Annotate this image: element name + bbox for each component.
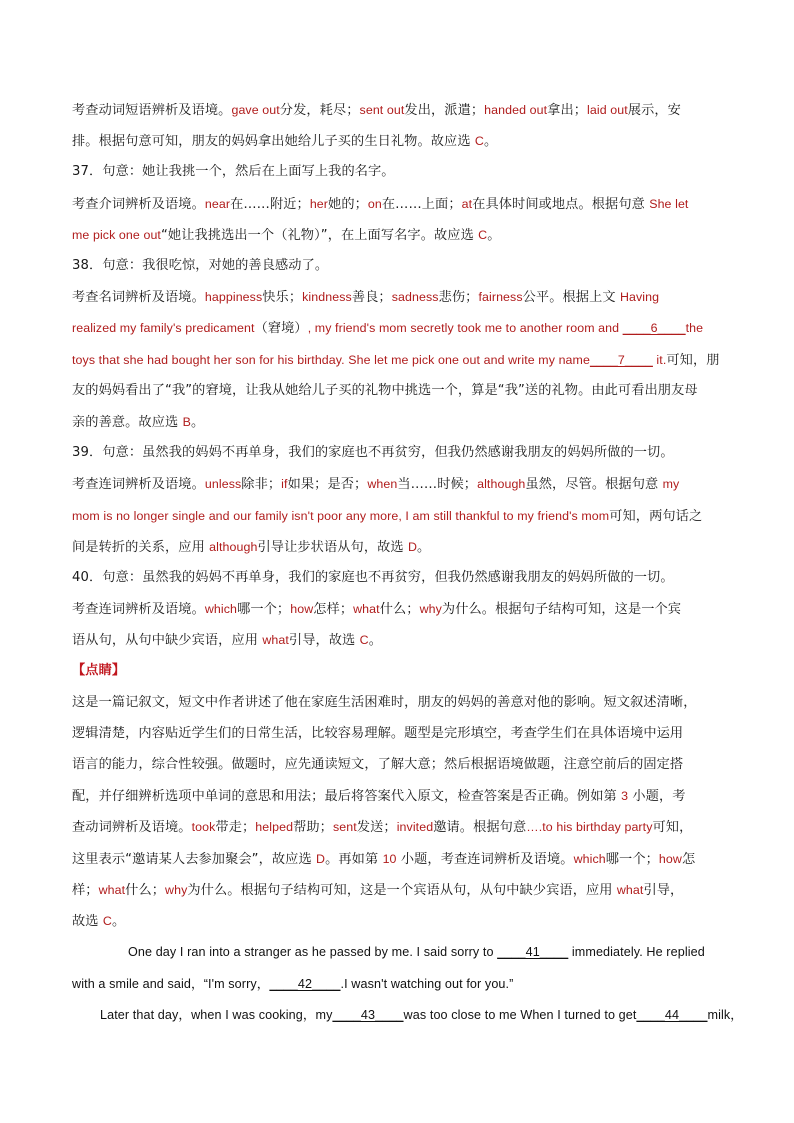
passage-line [128, 939, 724, 965]
text-line [72, 471, 724, 497]
text-segment: it. [652, 353, 667, 367]
text-segment: ____43____ [332, 1008, 404, 1022]
text-segment: 间是转折的关系，应用 [72, 540, 210, 555]
text-line [72, 440, 724, 466]
text-segment: although [209, 540, 258, 554]
text-segment: realized my family's predicament [72, 321, 255, 335]
text-segment: 考查名词辨析及语境。 [72, 290, 205, 305]
text-segment: handed out [484, 103, 548, 117]
text-segment: gave out [231, 103, 280, 117]
text-segment: sent out [359, 103, 405, 117]
text-line [72, 378, 724, 404]
text-segment: ____41____ [497, 945, 569, 959]
text-segment: me pick one out [72, 228, 161, 242]
text-line [72, 159, 724, 185]
text-segment: at [461, 197, 473, 211]
text-segment: 3 [621, 789, 629, 803]
text-segment: the [685, 321, 704, 335]
text-segment: 帮助； [293, 820, 333, 835]
text-segment: 查动词辨析及语境。 [72, 820, 192, 835]
text-segment: 考查连词辨析及语境。 [72, 602, 205, 617]
text-segment: happiness [204, 290, 263, 304]
text-segment: was too close to me When I turned to get [403, 1008, 637, 1022]
text-line [72, 814, 724, 840]
text-segment: 可知，两句话之 [609, 509, 703, 524]
text-line [72, 191, 724, 217]
text-segment: milk， [707, 1008, 743, 1022]
text-segment: helped [255, 820, 294, 834]
text-line [72, 752, 724, 778]
text-segment: C [474, 134, 484, 148]
text-segment: 排。根据句意可知，朋友的妈妈拿出她给儿子买的生日礼物。故应选 [72, 134, 475, 149]
text-segment: ….to his birthday party [526, 820, 653, 834]
text-segment: Later that day，when I was cooking，my [100, 1008, 333, 1022]
text-segment: 38．句意：我很吃惊，对她的善良感动了。 [72, 258, 329, 273]
text-segment: why [419, 602, 442, 616]
text-segment: which [573, 852, 606, 866]
text-segment: 。 [368, 633, 382, 648]
text-line [72, 409, 724, 435]
text-segment: what [262, 633, 289, 647]
text-segment: 除非； [241, 477, 282, 492]
text-segment: 这是一篇记叙文，短文中作者讲述了他在家庭生活困难时，朋友的妈妈的善意对他的影响。短文叙述清晰， [72, 695, 697, 710]
text-segment: how [658, 852, 682, 866]
text-segment: laid out [587, 103, 628, 117]
text-line [72, 627, 724, 653]
text-line [72, 534, 724, 560]
text-segment: 考查连词辨析及语境。 [72, 477, 205, 492]
text-line [72, 284, 724, 310]
text-line [72, 783, 724, 809]
text-segment: when [367, 477, 398, 491]
text-segment: 邀请。根据句意 [433, 820, 527, 835]
text-segment: 悲伤； [438, 290, 479, 305]
text-segment: what [353, 602, 380, 616]
text-segment: 在……附近； [230, 197, 310, 212]
text-segment: 怎样； [313, 602, 354, 617]
text-segment: 引导让步状语从句，故选 [257, 540, 408, 555]
text-line [72, 128, 724, 154]
text-segment: C [359, 633, 369, 647]
text-segment: 为什么。根据句子结构可知，这是一个宾 [441, 602, 682, 617]
text-segment: , my friend's mom secretly took me to another room and [307, 321, 623, 335]
text-segment: 哪一个； [237, 602, 291, 617]
text-segment: 。 [483, 134, 498, 149]
text-segment: 。 [417, 540, 431, 555]
text-segment: One day I ran into a stranger as he passed by me. I said sorry to [128, 945, 498, 959]
text-segment: 语言的能力，综合性较强。做题时，应先通读短文，了解大意；然后根据语境做题，注意空前后的固定搭 [72, 757, 684, 772]
text-segment: sent [332, 820, 357, 834]
text-segment: toys that she had bought her son for his birthday. She let me pick one out and write my name [72, 353, 590, 367]
text-segment: 39．句意：虽然我的妈妈不再单身，我们的家庭也不再贫穷，但我仍然感谢我朋友的妈妈所做的一切。 [72, 445, 674, 460]
text-segment: 考查动词短语辨析及语境。 [72, 103, 232, 118]
text-segment: unless [204, 477, 242, 491]
text-segment: immediately. He replied [568, 945, 705, 959]
text-segment: what [98, 883, 126, 897]
section-heading [72, 658, 724, 684]
text-segment: 这里表示“邀请某人去参加聚会”，故应选 [72, 852, 317, 867]
text-segment: 她的； [328, 197, 368, 212]
text-segment: on [367, 197, 382, 211]
text-segment: ____7____ [589, 353, 653, 367]
text-segment: 什么； [125, 883, 166, 898]
text-segment: which [204, 602, 238, 616]
text-line [72, 596, 724, 622]
text-segment: near [204, 197, 231, 211]
text-segment: 样； [72, 883, 99, 898]
text-segment: ____6____ [622, 321, 686, 335]
text-segment: 亲的善意。故应选 [72, 415, 183, 430]
text-segment: D [316, 852, 326, 866]
text-segment: 哪一个； [605, 852, 659, 867]
text-segment: 10 [382, 852, 397, 866]
text-segment: 发出，派遣； [404, 103, 485, 118]
text-segment: 发送； [356, 820, 397, 835]
text-segment: kindness [302, 290, 352, 304]
text-line [72, 503, 724, 529]
text-segment: 在具体时间或地点。根据句意 [472, 197, 650, 212]
text-segment: how [290, 602, 314, 616]
text-segment: 可知， [652, 820, 693, 835]
text-segment: 37．句意：她让我挑一个，然后在上面写上我的名字。 [72, 164, 395, 179]
passage-line [72, 971, 724, 997]
text-segment: 怎 [681, 852, 696, 867]
text-segment: 。 [487, 228, 501, 243]
text-segment: if [281, 477, 288, 491]
text-segment: 为什么。根据句子结构可知，这是一个宾语从句，从句中缺少宾语，应用 [187, 883, 617, 898]
text-line [72, 315, 724, 341]
text-segment: 小题，考查连词辨析及语境。 [396, 852, 574, 867]
text-segment: 虽然，尽管。根据句意 [525, 477, 663, 492]
text-segment: 拿出； [547, 103, 588, 118]
text-segment: mom is no longer single and our family isn't poor any more, I am still thankful to my friend's mom [72, 509, 610, 523]
text-line [72, 908, 724, 934]
text-line [72, 253, 724, 279]
text-segment: 快乐； [262, 290, 303, 305]
text-segment: “她让我挑选出一个（礼物）”，在上面写名字。故应选 [160, 228, 479, 243]
text-segment: 故选 [72, 914, 103, 929]
text-segment: 小题，考 [628, 789, 686, 804]
text-segment: 。 [111, 914, 126, 929]
text-segment: D [407, 540, 418, 554]
text-segment: 可知，朋 [666, 353, 720, 368]
text-segment: her [309, 197, 329, 211]
text-line [72, 721, 724, 747]
text-segment: sadness [391, 290, 439, 304]
text-segment: took [191, 820, 216, 834]
text-segment: 引导，故选 [288, 633, 360, 648]
text-segment: 。 [190, 415, 205, 430]
text-segment: 在……上面； [381, 197, 462, 212]
text-segment: 当……时候； [397, 477, 478, 492]
text-line [72, 565, 724, 591]
text-segment: ____42____ [269, 977, 341, 991]
text-segment: 配，并仔细辨析选项中单词的意思和用法；最后将答案代入原文，检查答案是否正确。例如第 [72, 789, 622, 804]
text-segment: C [102, 914, 112, 928]
text-segment: with a smile and said，“I'm sorry， [72, 977, 270, 991]
text-segment: She let [649, 197, 689, 211]
text-segment: my [662, 477, 680, 491]
text-line [72, 347, 724, 373]
text-segment: ____44____ [636, 1008, 708, 1022]
text-segment: what [616, 883, 644, 897]
text-segment: .I wasn't watching out for you.” [340, 977, 514, 991]
text-segment: 。再如第 [325, 852, 383, 867]
text-segment: 善良； [351, 290, 392, 305]
text-line [72, 877, 724, 903]
text-segment: invited [396, 820, 434, 834]
text-line [72, 846, 724, 872]
text-line [72, 222, 724, 248]
text-segment: 展示，安 [627, 103, 681, 118]
text-segment: 40．句意：虽然我的妈妈不再单身，我们的家庭也不再贫穷，但我仍然感谢我朋友的妈妈所做的一切。 [72, 570, 674, 585]
text-line [72, 690, 724, 716]
text-segment: 什么； [379, 602, 420, 617]
text-segment: 语从句，从句中缺少宾语，应用 [72, 633, 263, 648]
text-segment: 如果；是否； [287, 477, 368, 492]
text-segment: 引导， [643, 883, 684, 898]
text-segment: 友的妈妈看出了“我”的窘境，让我从她给儿子买的礼物中挑选一个，算是“我”送的礼物。由此可看出朋友母 [72, 383, 698, 398]
text-segment: 带走； [215, 820, 256, 835]
text-line [72, 97, 724, 123]
text-segment: （窘境） [254, 321, 308, 336]
text-segment: 逻辑清楚，内容贴近学生们的日常生活，比较容易理解。题型是完形填空，考查学生们在具体语境中运用 [72, 726, 684, 741]
passage-line [100, 1002, 743, 1028]
text-segment: B [182, 415, 191, 429]
text-segment: fairness [478, 290, 523, 304]
text-segment: although [477, 477, 526, 491]
text-segment: 考查介词辨析及语境。 [72, 197, 205, 212]
text-segment: why [165, 883, 188, 897]
text-segment: C [478, 228, 488, 242]
text-segment: 分发，耗尽； [279, 103, 360, 118]
text-segment: 公平。根据上文 [522, 290, 620, 305]
text-segment: 【点睛】 [72, 663, 126, 678]
text-segment: Having [619, 290, 660, 304]
